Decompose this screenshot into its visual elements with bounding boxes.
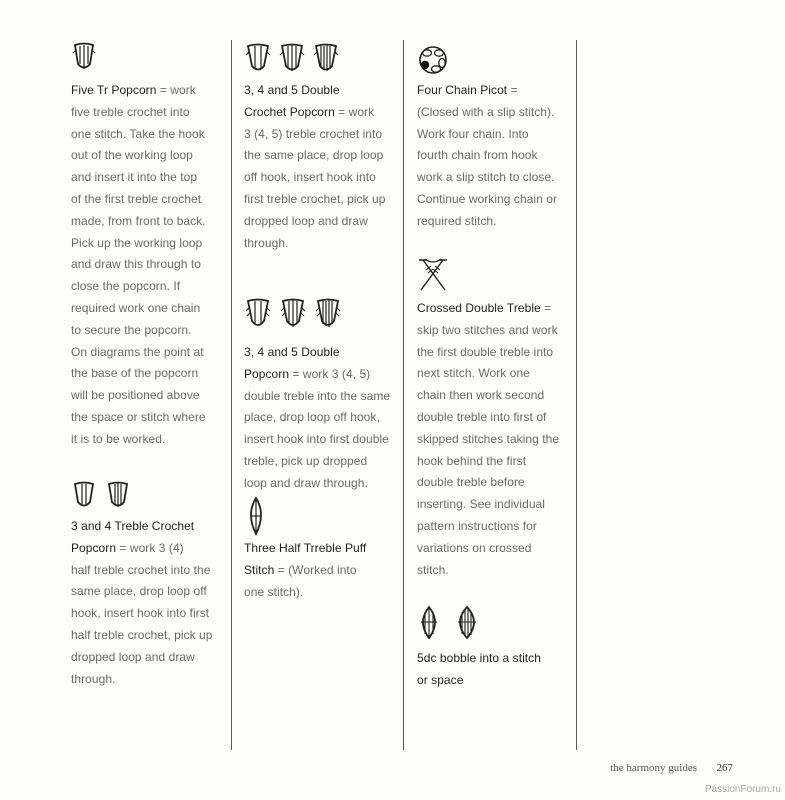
- stitch-term: Crochet Popcorn: [244, 104, 335, 119]
- entry-line: Four Chain Picot =: [417, 83, 518, 97]
- double-popcorn-icons: [244, 296, 348, 332]
- entry-line: (Closed with a slip stitch).: [417, 104, 555, 119]
- entry-line: [417, 648, 577, 670]
- entry-line: 3 (4, 5) treble crochet into: [244, 126, 383, 141]
- stitch-term: 3, 4 and 5 Double: [244, 83, 340, 97]
- entry-line: hook behind the first: [417, 453, 527, 468]
- entry-line: it is to be worked.: [71, 431, 166, 446]
- stitch-term: Four Chain Picot: [417, 83, 508, 97]
- entry-line: made, from front to back.: [71, 213, 206, 228]
- entry-line: variations on crossed: [417, 540, 532, 555]
- entry-line: and draw this through to: [71, 257, 201, 272]
- stitch-term: 5dc bobble into a stitch: [417, 651, 541, 665]
- entry-line: five treble crochet into: [71, 104, 190, 119]
- entry-line: loop and draw through.: [244, 475, 368, 490]
- entry-line: place, drop loop off hook,: [244, 410, 380, 425]
- entry-crossed-double-treble: [417, 298, 577, 581]
- entry-double-popcorn: [244, 342, 404, 495]
- entry-line: to secure the popcorn.: [71, 322, 192, 337]
- entry-line: treble, pick up dropped: [244, 453, 368, 468]
- crossed-double-treble-icon: [417, 256, 449, 292]
- entry-line: Pick up the working loop: [71, 235, 203, 250]
- entry-line: same place, drop loop off: [71, 584, 207, 599]
- entry-line: the space or stitch where: [71, 409, 206, 424]
- stitch-term: or space: [417, 672, 464, 687]
- four-chain-picot-icon: [417, 44, 449, 76]
- entry-line: inserting. See individual: [417, 497, 545, 512]
- entry-line: Continue working chain or: [417, 191, 557, 206]
- entry-line: one stitch. Take the hook: [71, 126, 205, 141]
- entry-three-four-tr-popcorn: [71, 516, 231, 690]
- three-four-tr-popcorn-icons: [71, 480, 135, 512]
- entry-line: Popcorn = work 3 (4, 5): [244, 366, 371, 381]
- series-title: the harmony guides: [610, 762, 697, 774]
- entry-bobble: [417, 648, 577, 692]
- entry-line: through.: [244, 235, 289, 250]
- entry-line: the base of the popcorn: [71, 366, 199, 381]
- bobble-icons: [417, 604, 481, 642]
- entry-line: dropped loop and draw: [244, 213, 368, 228]
- entry-line: Crochet Popcorn = work: [244, 104, 375, 119]
- entry-line: next stitch. Work one: [417, 366, 530, 381]
- entry-line: insert hook into first double: [244, 432, 389, 447]
- entry-line: Work four chain. Into: [417, 126, 529, 141]
- stitch-term: Popcorn: [71, 540, 117, 555]
- entry-line: skipped stitches taking the: [417, 431, 560, 446]
- entry-line: dropped loop and draw: [71, 649, 195, 664]
- entry-line: [71, 516, 231, 538]
- entry-line: chain then work second: [417, 388, 545, 403]
- entry-line: fourth chain from hook: [417, 148, 538, 163]
- entry-line: required stitch.: [417, 213, 497, 228]
- entry-line: will be positioned above: [71, 388, 200, 403]
- stitch-term: 3, 4 and 5 Double: [244, 345, 340, 359]
- entry-line: [244, 342, 404, 364]
- entry-line: Stitch = (Worked into: [244, 562, 357, 577]
- entry-line: work a slip stitch to close.: [417, 170, 555, 185]
- entry-line: close the popcorn. If: [71, 279, 181, 294]
- entry-line: first treble crochet, pick up: [244, 191, 386, 206]
- entry-line: pattern instructions for: [417, 518, 537, 533]
- column-divider-left: [231, 40, 232, 750]
- entry-line: [417, 670, 577, 692]
- entry-line: one stitch).: [244, 584, 304, 599]
- entry-line: [244, 80, 404, 102]
- entry-line: skip two stitches and work: [417, 322, 558, 337]
- entry-half-treble-puff: [244, 538, 404, 603]
- entry-four-chain-picot: [417, 80, 577, 233]
- stitch-term: Stitch: [244, 562, 275, 577]
- entry-line: the first double treble into: [417, 344, 554, 359]
- entry-line: the same place, drop loop: [244, 148, 384, 163]
- entry-five-tr-popcorn: [71, 80, 231, 451]
- entry-line: double treble before: [417, 475, 525, 490]
- entry-line: hook, insert hook into first: [71, 606, 210, 621]
- entry-line: off hook, insert hook into: [244, 170, 376, 185]
- page-number: 267: [716, 762, 733, 774]
- entry-line: Five Tr Popcorn = work: [71, 83, 196, 97]
- entry-line: out of the working loop: [71, 148, 193, 163]
- half-treble-puff-icon: [244, 496, 268, 536]
- stitch-term: 3 and 4 Treble Crochet: [71, 519, 195, 533]
- entry-line: Crossed Double Treble =: [417, 301, 552, 315]
- watermark: PassionForum.ru: [704, 784, 781, 795]
- entry-line: double treble into first of: [417, 409, 547, 424]
- entry-line: Popcorn = work 3 (4): [71, 540, 184, 555]
- entry-line: through.: [71, 671, 116, 686]
- stitch-term: Popcorn: [244, 366, 290, 381]
- entry-dc-popcorn: [244, 80, 404, 254]
- dc-popcorn-icons: [244, 42, 344, 76]
- stitch-term: Crossed Double Treble: [417, 301, 541, 315]
- entry-line: double treble into the same: [244, 388, 391, 403]
- entry-line: On diagrams the point at: [71, 344, 204, 359]
- entry-line: [244, 538, 404, 560]
- entry-line: half treble crochet into the: [71, 562, 211, 577]
- stitch-term: Five Tr Popcorn: [71, 83, 157, 97]
- stitch-term: Three Half Trreble Puff: [244, 541, 367, 555]
- page-footer: [0, 762, 785, 776]
- entry-line: half treble crochet, pick up: [71, 627, 213, 642]
- five-tr-popcorn-icon: [71, 42, 97, 72]
- entry-line: required work one chain: [71, 300, 201, 315]
- entry-line: stitch.: [417, 562, 449, 577]
- entry-line: of the first treble crochet: [71, 191, 202, 206]
- entry-line: and insert it into the top: [71, 170, 198, 185]
